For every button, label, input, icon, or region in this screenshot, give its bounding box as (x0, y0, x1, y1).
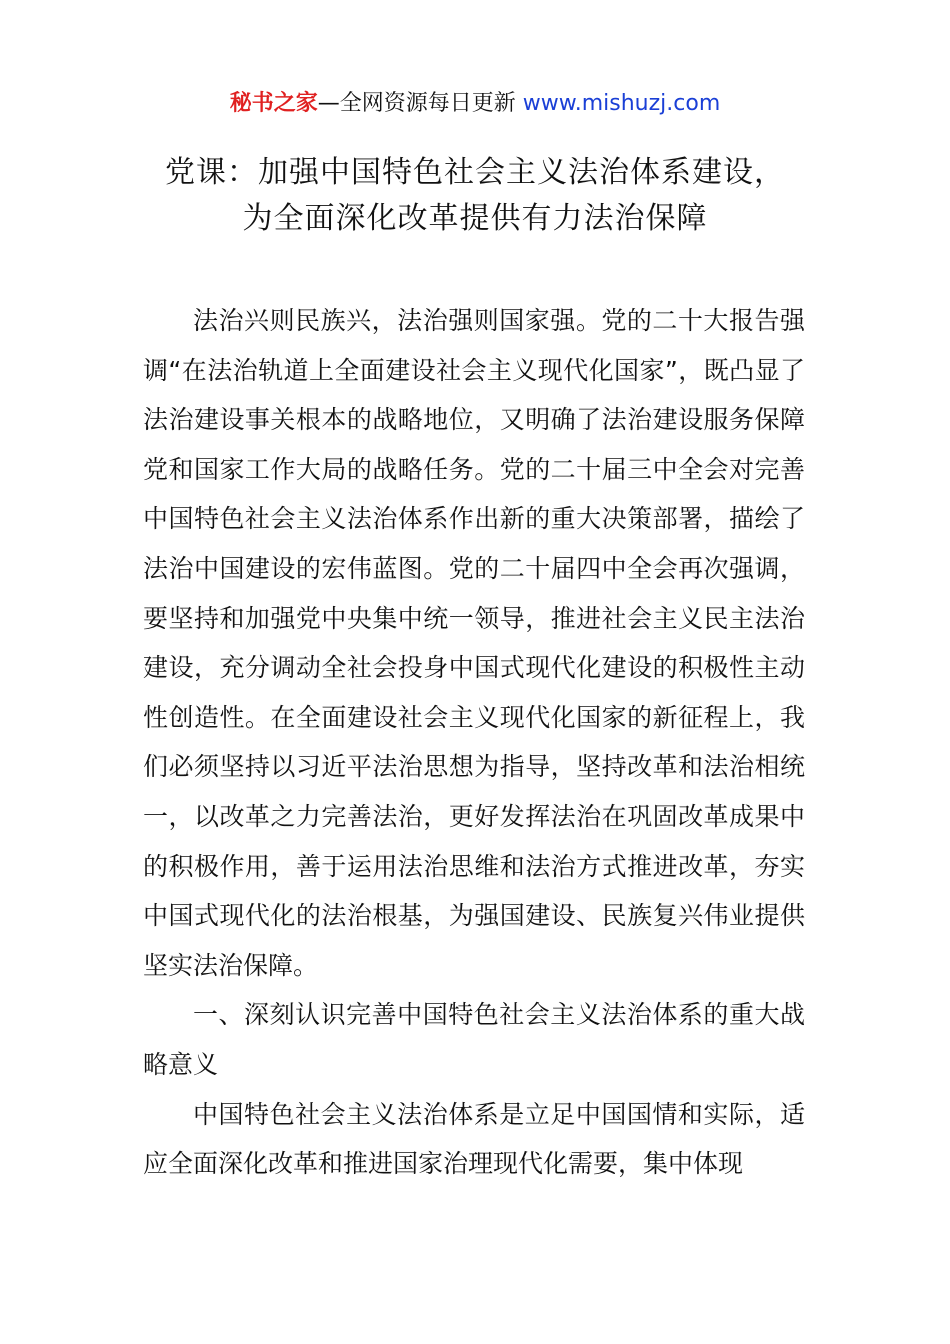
brand-name: 秘书之家 (229, 91, 318, 116)
page-title (0, 150, 950, 242)
title-line-2: 为全面深化改革提供有力法治保障 (242, 201, 708, 236)
document-body (143, 296, 805, 1189)
title-line-1: 党课：加强中国特色社会主义法治体系建设， (165, 155, 785, 190)
site-header (0, 88, 950, 120)
intro-paragraph: 法治兴则民族兴，法治强则国家强。党的二十大报告强调“在法治轨道上全面建设社会主义现代化国家”，既凸显了法治建设事关根本的战略地位，又明确了法治建设服务保障党和国家工作大局的战略任务。党的二十届三中全会对完善中国特色社会主义法治体系作出新的重大决策部署，描绘了法治中国建设的宏伟蓝图。党的二十届四中全会再次强调，要坚持和加强党中央集中统一领导，推进社会主义民主法治建设，充分调动全社会投身中国式现代化建设的积极性主动性创造性。在全面建设社会主义现代化国家的新征程上，我们必须坚持以习近平法治思想为指导，坚持改革和法治相统一，以改革之力完善法治，更好发挥法治在巩固改革成果中的积极作用，善于运用法治思维和法治方式推进改革，夯实中国式现代化的法治根基，为强国建设、民族复兴伟业提供坚实法治保障。 (143, 306, 805, 980)
header-tagline: —全网资源每日更新 (317, 91, 516, 116)
section-heading: 一、深刻认识完善中国特色社会主义法治体系的重大战略意义 (143, 1000, 805, 1079)
site-url-link[interactable]: www.mishuzj.com (522, 91, 721, 116)
section-paragraph: 中国特色社会主义法治体系是立足中国国情和实际，适应全面深化改革和推进国家治理现代化需要，集中体现 (143, 1099, 805, 1179)
